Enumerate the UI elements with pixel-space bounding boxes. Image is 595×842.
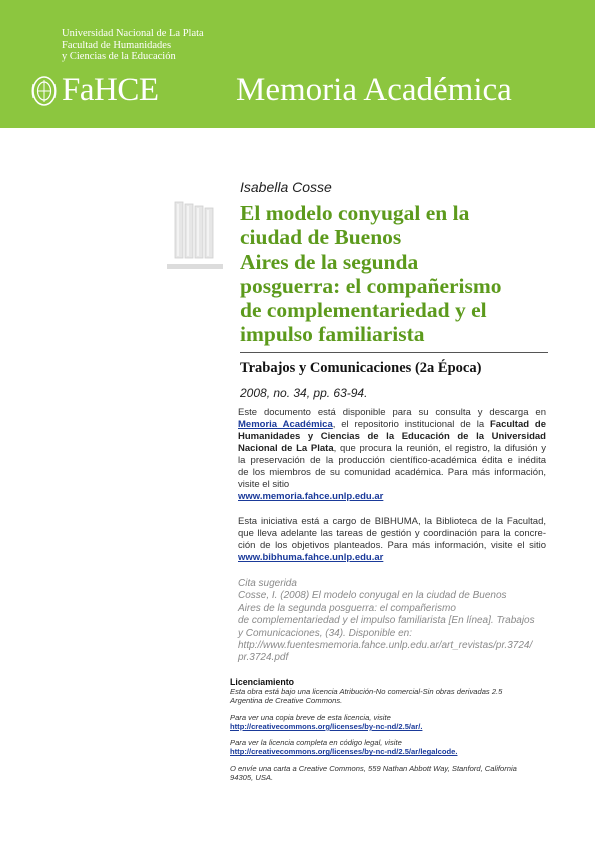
citation-url[interactable]: http://www.fuentesmemoria.fahce.unlp.edu.ar/art_revistas/pr.3724/	[238, 640, 533, 652]
license-heading: Licenciamiento	[230, 677, 295, 687]
license-legalcode-link[interactable]: http://creativecommons.org/licenses/by-nc-nd/2.5/ar/legalcode.	[230, 747, 458, 757]
bibhuma-books-icon	[165, 198, 227, 274]
document-title: El modelo conyugal en la ciudad de Buenos Aires de la segunda posguerra: el compañerismo de complementariedad y el impulso familiarista	[240, 201, 502, 347]
memoria-academica-link[interactable]: Memoria Académica	[238, 419, 333, 430]
journal-name: Trabajos y Comunicaciones (2a Época)	[240, 360, 482, 376]
suggested-citation: Cita sugerida Cosse, I. (2008) El modelo conyugal en la ciudad de Buenos Aires de la segunda posguerra: el compañerismo de complementariedad y el impulso familiarista [En línea]. Trabajos y Comunicaciones, (34). Disponible en: http://www.fuentesmemoria.fahce.unlp.edu.ar/art_revistas/pr.3724/ pr.3724.pdf	[238, 578, 558, 665]
author-name: Isabella Cosse	[240, 179, 332, 195]
university-seal-icon	[30, 74, 58, 108]
license-summary-link[interactable]: http://creativecommons.org/licenses/by-nc-nd/2.5/ar/.	[230, 721, 423, 731]
repository-description: Este documento está disponible para su consulta y descarga en Memoria Académica, el repositorio institucional de la Facultad de Humanidades y Ciencias de la Educación de la Universidad Nacional de La Plata, que procura la reunión, el registro, la difusión y la preservación de la producción científico-académica édita e inédita de los miembros de su comunidad académica. Para más información, visite el sitio www.memoria.fahce.unlp.edu.ar	[238, 407, 547, 502]
university-name: Universidad Nacional de La Plata Facultad de Humanidades y Ciencias de la Educación	[62, 28, 204, 62]
faculty-logo: FaHCE	[62, 72, 159, 108]
license-section: Licenciamiento Esta obra está bajo una licencia Atribución-No comercial-Sin obras derivadas 2.5 Argentina de Creative Commons. Para ver una copia breve de esta licencia, visite http://creativecommons.org/licenses/by-nc-nd/2.5/ar/. Para ver la licencia completa en código legal, visite http://creativecommons.org/licenses/by-nc-nd/2.5/ar/legalcode. O envíe una carta a Creative Commons, 559 Nathan Abbott Way, Stanford, California 94305, USA.	[230, 677, 550, 782]
memoria-website-link[interactable]: www.memoria.fahce.unlp.edu.ar	[238, 491, 384, 502]
bibhuma-website-link[interactable]: www.bibhuma.fahce.unlp.edu.ar	[238, 552, 384, 563]
title-divider	[240, 352, 548, 353]
bibhuma-description: Esta iniciativa está a cargo de BIBHUMA, la Biblioteca de la Facultad, que lleva adelante las tareas de gestión y coordinación para la concre- ción de los objetivos planteados. Para más información, visite el sitio www.bibhuma.fahce.unlp.edu.ar	[238, 516, 546, 563]
repository-title: Memoria Académica	[236, 72, 512, 108]
issue-citation: 2008, no. 34, pp. 63-94.	[240, 386, 368, 400]
suggested-citation-label: Cita sugerida	[238, 578, 297, 589]
header-banner	[0, 0, 595, 128]
